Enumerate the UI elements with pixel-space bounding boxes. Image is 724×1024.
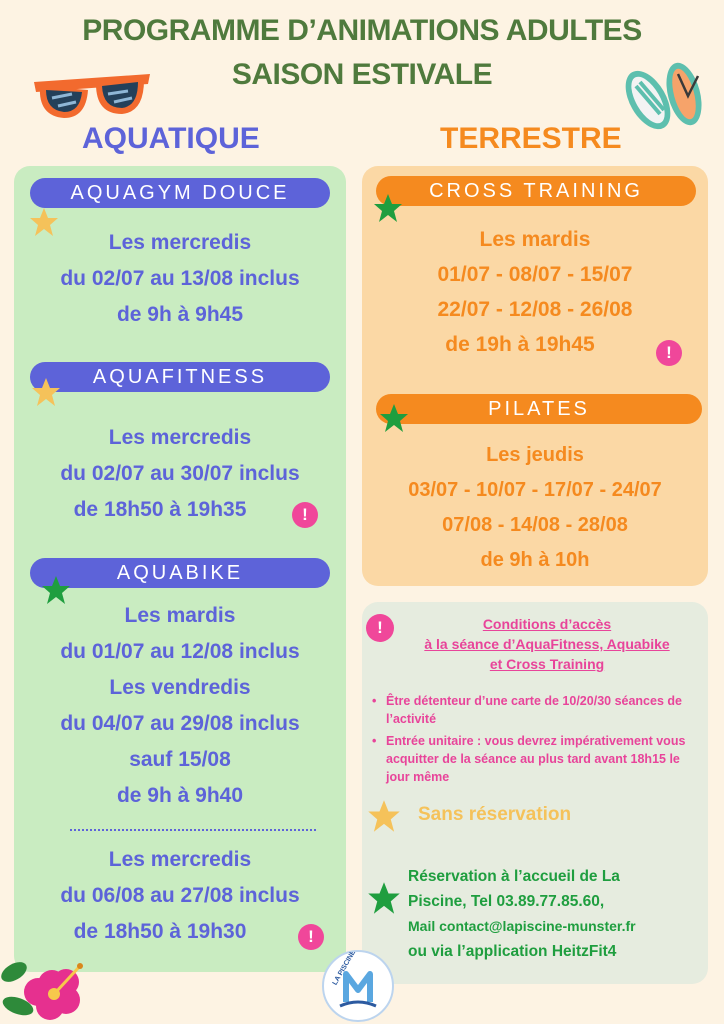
green-star-icon xyxy=(372,192,404,224)
schedule-line: de 9h à 9h40 xyxy=(116,784,244,807)
yellow-star-icon xyxy=(30,376,62,408)
conditions-title-line: et Cross Training xyxy=(489,656,605,672)
conditions-item: • Entrée unitaire : vous devrez impérativement vous acquitter de la séance au plus tard avant 18h15 le jour même xyxy=(372,732,702,786)
schedule-line: de 18h50 à 19h30 xyxy=(73,920,247,943)
schedule-line: du 01/07 au 12/08 inclus xyxy=(60,640,300,663)
exclamation-icon: ! xyxy=(366,614,394,642)
schedule-line: du 02/07 au 30/07 inclus xyxy=(60,462,300,485)
schedule-line: 01/07 - 08/07 - 15/07 xyxy=(437,263,633,286)
reservation-line: ou via l’application HeitzFit4 xyxy=(408,943,617,960)
page-subtitle: SAISON ESTIVALE xyxy=(231,58,493,91)
activity-pill-aquagym: AQUAGYM DOUCE xyxy=(30,178,330,208)
schedule-line: de 9h à 10h xyxy=(480,549,590,571)
activity-pill-cross-training: CROSS TRAINING xyxy=(376,176,696,206)
logo-mark-icon xyxy=(324,952,392,1020)
schedule-line: 07/08 - 14/08 - 28/08 xyxy=(442,514,628,536)
conditions-title-line: à la séance d’AquaFitness, Aquabike xyxy=(424,636,670,652)
sans-reservation-label: Sans réservation xyxy=(418,804,572,825)
schedule-line: de 19h à 19h45 xyxy=(445,333,595,356)
schedule-line: 03/07 - 10/07 - 17/07 - 24/07 xyxy=(408,479,662,501)
pilates-schedule xyxy=(362,438,708,578)
schedule-line: Les mercredis xyxy=(108,426,252,449)
dotted-divider xyxy=(70,829,316,831)
aquagym-schedule xyxy=(14,225,346,333)
page-title: PROGRAMME D’ANIMATIONS ADULTES xyxy=(82,14,642,47)
schedule-line: du 06/08 au 27/08 inclus xyxy=(60,884,300,907)
reservation-line: Mail contact@lapiscine-munster.fr xyxy=(408,918,636,934)
schedule-line: Les mardis xyxy=(124,604,236,627)
activity-pill-aquafitness: AQUAFITNESS xyxy=(30,362,330,392)
activity-pill-aquabike: AQUABIKE xyxy=(30,558,330,588)
schedule-line: Les mardis xyxy=(479,228,591,251)
schedule-line: Les mercredis xyxy=(108,848,252,871)
reservation-line: Réservation à l’accueil de La xyxy=(408,868,620,885)
column-title-aquatique: AQUATIQUE xyxy=(82,122,260,155)
exclamation-icon: ! xyxy=(298,924,324,950)
aquabike-schedule-wednesday xyxy=(14,842,346,950)
conditions-title-line: Conditions d’accès xyxy=(482,616,612,632)
schedule-line: du 04/07 au 29/08 inclus xyxy=(60,712,300,735)
schedule-line: sauf 15/08 xyxy=(129,748,231,771)
flip-flops-icon xyxy=(618,56,714,136)
green-star-icon xyxy=(366,880,402,916)
hibiscus-flower-icon xyxy=(0,950,110,1024)
schedule-line: Les vendredis xyxy=(109,676,251,699)
schedule-line: du 02/07 au 13/08 inclus xyxy=(60,267,300,290)
schedule-line: 22/07 - 12/08 - 26/08 xyxy=(437,298,633,321)
schedule-line: de 18h50 à 19h35 xyxy=(73,498,247,521)
column-title-terrestre: TERRESTRE xyxy=(440,122,622,155)
reservation-info xyxy=(408,864,704,964)
exclamation-icon: ! xyxy=(292,502,318,528)
conditions-title xyxy=(398,614,696,674)
cross-training-schedule xyxy=(362,222,708,362)
conditions-list xyxy=(372,692,702,790)
schedule-line: Les jeudis xyxy=(486,444,584,466)
sunglasses-icon xyxy=(28,64,156,126)
exclamation-icon: ! xyxy=(656,340,682,366)
green-star-icon xyxy=(378,402,410,434)
activity-pill-pilates: PILATES xyxy=(376,394,702,424)
schedule-line: Les mercredis xyxy=(108,231,252,254)
yellow-star-icon xyxy=(366,798,402,834)
logo-text: LA PISCINE xyxy=(331,952,358,987)
conditions-item: • Être détenteur d’une carte de 10/20/30 séances de l’activité xyxy=(372,692,702,728)
aquabike-schedule xyxy=(14,598,346,814)
reservation-line: Piscine, Tel 03.89.77.85.60, xyxy=(408,893,605,910)
la-piscine-logo xyxy=(322,950,394,1022)
schedule-line: de 9h à 9h45 xyxy=(116,303,244,326)
